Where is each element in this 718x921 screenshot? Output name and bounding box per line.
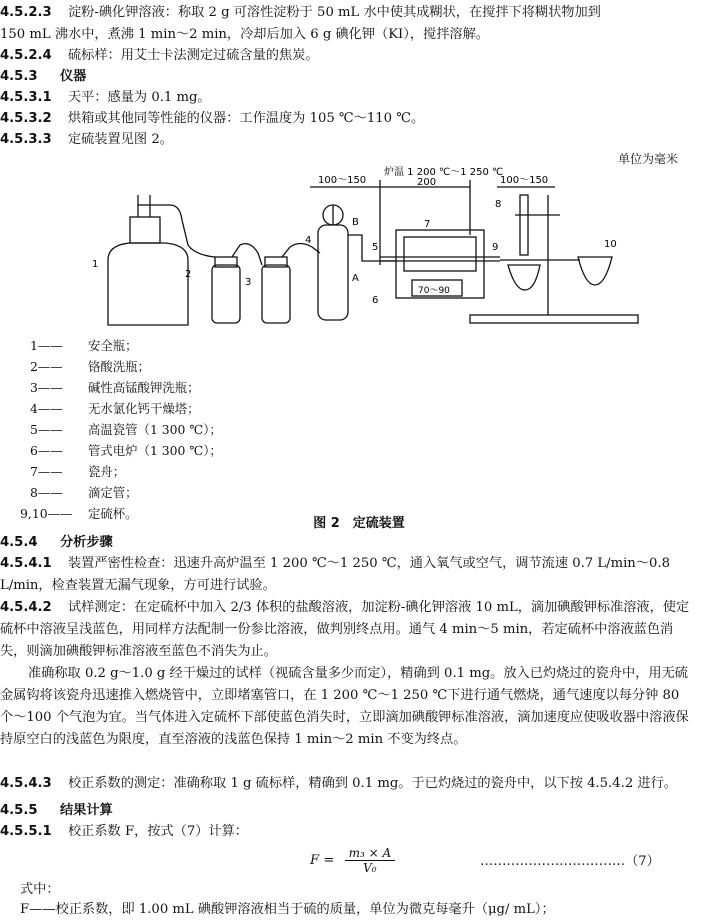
paragraph-4-5-4-2-b xyxy=(0,663,690,751)
clause-text: 试样测定：在定硫杯中加入 2/3 体积的盐酸溶液，加淀粉-碘化钾溶液 10 mL，滴加碘酸钾标准溶液，使定硫杯中溶液呈浅蓝色，用同样方法配制一份参比溶液，做判别终点用。通气 4 min～5 min，若定硫杯中溶液蓝色消失，则滴加碘酸钾标准溶液至蓝色不消失为止。 xyxy=(0,600,690,659)
clause-4-5-2-3 xyxy=(0,3,601,23)
definition-f: F——校正系数，即 1.00 mL 碘酸钾溶液相当于硫的质量，单位为微克每毫升（μg/ mL）； xyxy=(20,902,555,917)
clause-4-5-3-2 xyxy=(0,109,424,129)
section-title: 分析步骤 xyxy=(60,535,113,550)
clause-number: 4.5.4.1 xyxy=(0,556,52,571)
section-4-5-3 xyxy=(0,67,86,87)
clause-text: 淀粉-碘化钾溶液：称取 2 g 可溶性淀粉于 50 mL 水中使其成糊状，在搅拌下将糊状物加到 xyxy=(68,5,601,20)
part-number: 2 xyxy=(185,269,192,280)
clause-text: 校正系数的测定：准确称取 1 g 硫标样，精确到 0.1 mg。于已灼烧过的瓷舟中，以下按 4.5.4.2 进行。 xyxy=(68,776,677,791)
clause-number: 4.5.2.3 xyxy=(0,5,52,20)
clause-4-5-4-3 xyxy=(0,773,690,795)
part-number: 3 xyxy=(245,277,252,288)
legend-item: 9,10—— 定硫杯。 xyxy=(20,506,138,521)
clause-4-5-3-1 xyxy=(0,88,211,108)
section-number: 4.5.4 xyxy=(0,535,38,550)
part-number: 7 xyxy=(424,219,431,230)
section-4-5-4 xyxy=(0,533,113,553)
part-number: 6 xyxy=(372,295,379,306)
clause-text: 硫标样：用艾士卡法测定过硫含量的焦炭。 xyxy=(68,48,319,63)
dim-label: 炉温 1 200 ℃～1 250 ℃ xyxy=(384,167,504,178)
legend-item: 6—— 管式电炉（1 300 ℃）； xyxy=(30,443,222,458)
clause-number: 4.5.3.2 xyxy=(0,111,52,126)
part-number: B xyxy=(352,217,359,228)
part-number: 10 xyxy=(604,239,617,250)
formula-lhs: F = xyxy=(310,853,335,868)
clause-4-5-4-1 xyxy=(0,553,690,597)
section-number: 4.5.3 xyxy=(0,69,38,84)
clause-4-5-3-3 xyxy=(0,130,173,150)
clause-number: 4.5.3.3 xyxy=(0,132,52,147)
clause-4-5-2-4 xyxy=(0,46,319,66)
clause-number: 4.5.4.3 xyxy=(0,776,52,791)
part-number: 8 xyxy=(495,199,502,210)
dim-label: 200 xyxy=(417,177,437,188)
legend-item: 7—— 瓷舟； xyxy=(30,464,126,479)
formula-denominator: V₀ xyxy=(363,861,377,875)
clause-number: 4.5.4.2 xyxy=(0,600,52,615)
unit-label: 单位为毫米 xyxy=(617,152,678,166)
clause-4-5-5-1 xyxy=(0,822,248,842)
clause-text: 定硫装置见图 2。 xyxy=(68,132,173,147)
legend-item: 5—— 高温瓷管（1 300 ℃）； xyxy=(30,422,222,437)
clause-text: 校正系数 F，按式（7）计算： xyxy=(68,824,248,839)
section-title: 结果计算 xyxy=(60,803,113,818)
section-4-5-5 xyxy=(0,801,113,821)
dim-label: 100～150 xyxy=(500,175,549,186)
section-number: 4.5.5 xyxy=(0,803,38,818)
clause-number: 4.5.3.1 xyxy=(0,90,52,105)
paragraph-text: 准确称取 0.2 g～1.0 g 经干燥过的试样（视硫含量多少而定），精确到 0.1 mg。放入已灼烧过的瓷舟中，用无硫金属钩将该瓷舟迅速推入燃烧管中，立即堵塞管口，在 1 200 ℃～1 250 ℃下进行通气燃烧，通气速度以每分钟 80 个～100 个气泡为宜。当气体进入定硫杯下部使蓝色消失时，立即滴加碘酸钾标准溶液，滴加速度应使吸收器中溶液保持原空白的浅蓝色为限度，直至溶液的浅蓝色保持 1 min～2 min 不变为终点。 xyxy=(0,666,689,747)
dim-label: 100～150 xyxy=(318,175,367,186)
sulfur-apparatus-figure xyxy=(0,165,718,330)
legend-list xyxy=(20,335,222,524)
formula-numerator: m₃ × A xyxy=(345,846,396,861)
section-title: 仪器 xyxy=(60,69,87,84)
part-number: A xyxy=(352,273,359,284)
part-number: 1 xyxy=(92,259,99,270)
clause-number: 4.5.2.4 xyxy=(0,48,52,63)
equation-number: ……………………………（7） xyxy=(480,854,660,869)
clause-text: 装置严密性检查：迅速升高炉温至 1 200 ℃～1 250 ℃，通入氧气或空气，调节流速 0.7 L/min～0.8 L/min，检查装置无漏气现象，方可进行试验。 xyxy=(0,556,670,593)
clause-text: 天平：感量为 0.1 mg。 xyxy=(68,90,211,105)
formula-fraction xyxy=(345,846,396,875)
where-label: 式中： xyxy=(20,882,60,897)
clause-number: 4.5.5.1 xyxy=(0,824,52,839)
part-number: 4 xyxy=(305,235,312,246)
part-number: 5 xyxy=(372,242,379,253)
clause-4-5-4-2 xyxy=(0,597,690,663)
legend-item: 2—— 铬酸洗瓶； xyxy=(30,359,150,374)
legend-item: 1—— 安全瓶； xyxy=(30,338,138,353)
legend-item: 8—— 滴定管； xyxy=(30,485,138,500)
part-number: 9 xyxy=(492,242,499,253)
formula-7 xyxy=(310,846,395,875)
legend-item: 3—— 碱性高锰酸钾洗瓶； xyxy=(30,380,200,395)
legend-item: 4—— 无水氯化钙干燥塔； xyxy=(30,401,200,416)
clause-text: 150 mL 沸水中，煮沸 1 min～2 min，冷却后加入 6 g 碘化钾（KI），搅拌溶解。 xyxy=(0,27,489,42)
clause-4-5-2-3-cont xyxy=(0,25,489,45)
dim-label: 70～90 xyxy=(418,286,450,296)
figure-caption: 图 2 定硫装置 xyxy=(313,516,405,531)
clause-text: 烘箱或其他同等性能的仪器：工作温度为 105 ℃～110 ℃。 xyxy=(68,111,425,126)
